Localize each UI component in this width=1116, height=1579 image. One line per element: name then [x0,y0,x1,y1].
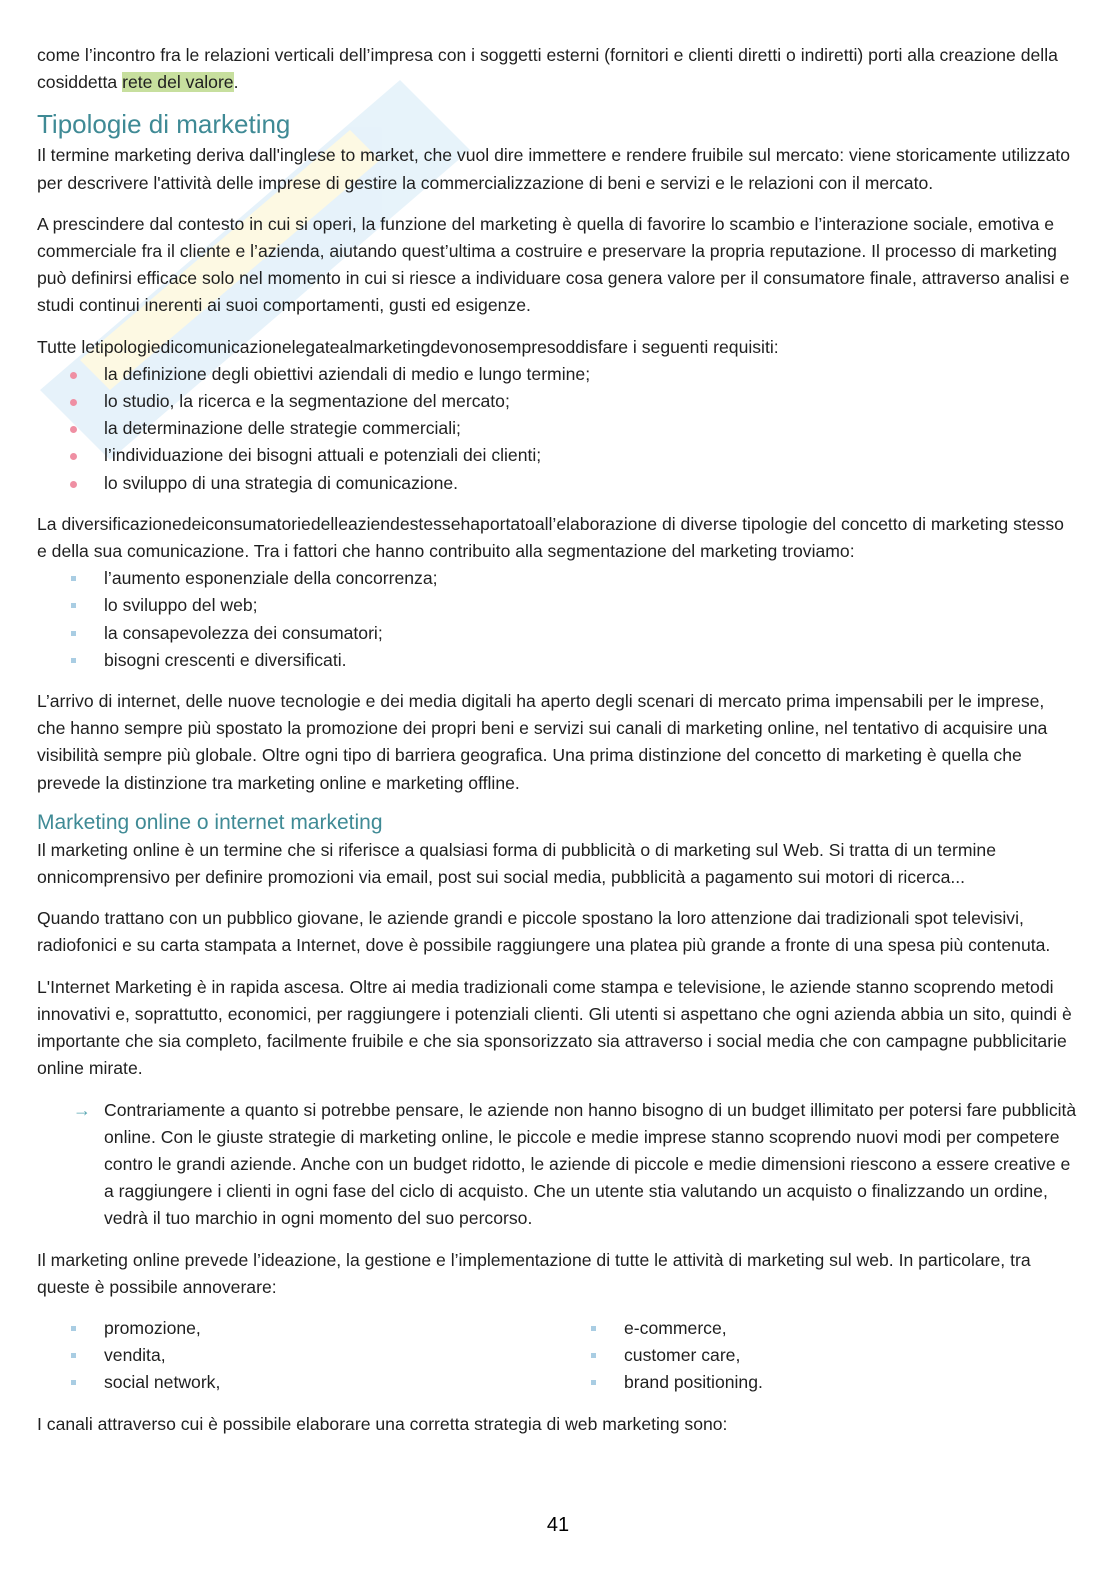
list-item: brand positioning. [557,1369,1077,1396]
paragraph: Quando trattano con un pubblico giovane, le aziende grandi e piccole spostano la loro attenzione dai tradizionali spot televisivi, radiofonici e su carta stampata a Internet, dove è possibile raggiungere una platea più grande a fronte di una spesa più contenuta. [37,908,1051,956]
arrow-note: → Contrariamente a quanto si potrebbe pensare, le aziende non hanno bisogno di un budget illimitato per potersi fare pubblicità online. Con le giuste strategie di marketing online, le piccole e medie imprese stanno scoprendo nuovi modi per competere contro le grandi aziende. Anche con un budget ridotto, le aziende di piccole e medie dimensioni riescono a essere creative e a raggiungere i clienti in ogni fase del ciclo di acquisto. Che un utente stia valutando un acquisto o finalizzando un ordine, vedrà il tuo marchio in ogni momento del suo percorso. [37,1097,1077,1233]
bullet-icon [70,481,77,488]
arrow-right-icon: → [73,1099,91,1120]
intro-paragraph: come l’incontro fra le relazioni verticali dell’impresa con i soggetti esterni (fornitori e clienti diretti o indiretti) porti alla creazione della cosiddetta rete del valore. [37,45,1058,93]
list-item: vendita, [37,1342,557,1369]
document-page [37,42,1077,1438]
bullet-icon [591,1380,596,1385]
list-item: l’individuazione dei bisogni attuali e potenziali dei clienti; [37,442,1077,469]
paragraph: Il marketing online prevede l’ideazione, la gestione e l’implementazione di tutte le attività di marketing sul web. In particolare, tra queste è possibile annoverare: [37,1249,1031,1297]
activities-list [37,1315,1077,1397]
list-item: lo sviluppo di una strategia di comunicazione. [37,470,1077,497]
list-item: promozione, [37,1315,557,1342]
paragraph: La diversificazionedeiconsumatoriedelleaziendestessehaportatoall’elaborazione di diverse tipologie del concetto di marketing stesso e della sua comunicazione. Tra i fattori che hanno contribuito alla segmentazione del marketing troviamo: [37,513,1064,562]
list-item: social network, [37,1369,557,1396]
activities-list-left [37,1315,557,1397]
bullet-icon [70,453,77,460]
factors-list [37,565,1077,674]
activities-list-right [557,1315,1077,1397]
bullet-icon [70,426,77,433]
paragraph: Tutte letipologiedicomunicazionelegatealmarketingdevonosempresoddisfare i seguenti requisiti: [37,336,779,357]
bullet-icon [71,603,76,608]
bullet-icon [71,1353,76,1358]
list-item: e-commerce, [557,1315,1077,1342]
list-item: lo studio, la ricerca e la segmentazione del mercato; [37,388,1077,415]
list-item: lo sviluppo del web; [37,592,1077,619]
list-item: la consapevolezza dei consumatori; [37,620,1077,647]
highlighted-term: rete del valore [122,72,234,93]
section-heading: Tipologie di marketing [37,109,291,140]
paragraph: L'Internet Marketing è in rapida ascesa. Oltre ai media tradizionali come stampa e televisione, le aziende stanno scoprendo metodi innovativi e, soprattutto, economici, per raggiungere i potenziali clienti. Gli utenti si aspettano che ogni azienda abbia un sito, quindi è importante che sia completo, facilmente fruibile e che sia sponsorizzato sia attraverso i social media che con campagne pubblicitarie online mirate. [37,976,1072,1079]
bullet-icon [71,1326,76,1331]
list-item: l’aumento esponenziale della concorrenza; [37,565,1077,592]
bullet-icon [71,576,76,581]
page-number: 41 [546,1514,570,1536]
bullet-icon [591,1326,596,1331]
paragraph: Il termine marketing deriva dall'inglese to market, che vuol dire immettere e rendere fruibile sul mercato: viene storicamente utilizzato per descrivere l'attività delle imprese di gestire la commercializzazione di beni e servizi e le relazioni con il mercato. [37,145,1071,193]
bullet-icon [591,1353,596,1358]
list-item: la determinazione delle strategie commerciali; [37,415,1077,442]
subsection-heading: Marketing online o internet marketing [37,810,383,834]
paragraph: I canali attraverso cui è possibile elaborare una corretta strategia di web marketing sono: [37,1413,728,1434]
paragraph: L’arrivo di internet, delle nuove tecnologie e dei media digitali ha aperto degli scenari di mercato prima impensabili per le imprese, che hanno sempre più spostato la promozione dei propri beni e servizi sui canali di marketing online, nel tentativo di acquisire una visibilità sempre più globale. Oltre ogni tipo di barriera geografica. Una prima distinzione del concetto di marketing è quella che prevede la distinzione tra marketing online e marketing offline. [37,691,1048,793]
list-item: customer care, [557,1342,1077,1369]
list-item: bisogni crescenti e diversificati. [37,647,1077,674]
bullet-icon [70,372,77,379]
paragraph: A prescindere dal contesto in cui si operi, la funzione del marketing è quella di favorire lo scambio e l’interazione sociale, emotiva e commerciale fra il cliente e l’azienda, aiutando quest’ultima a costruire e preservare la propria reputazione. Il processo di marketing può definirsi efficace solo nel momento in cui si riesce a individuare cosa genera valore per il consumatore finale, attraverso analisi e studi continui inerenti ai suoi comportamenti, gusti ed esigenze. [37,213,1070,316]
list-item: la definizione degli obiettivi aziendali di medio e lungo termine; [37,361,1077,388]
requirements-list [37,361,1077,497]
bullet-icon [71,658,76,663]
bullet-icon [71,1380,76,1385]
bullet-icon [71,631,76,636]
paragraph: Il marketing online è un termine che si riferisce a qualsiasi forma di pubblicità o di marketing sul Web. Si tratta di un termine onnicomprensivo per definire promozioni via email, post sui social media, pubblicità a pagamento sui motori di ricerca... [37,839,996,888]
bullet-icon [70,399,77,406]
